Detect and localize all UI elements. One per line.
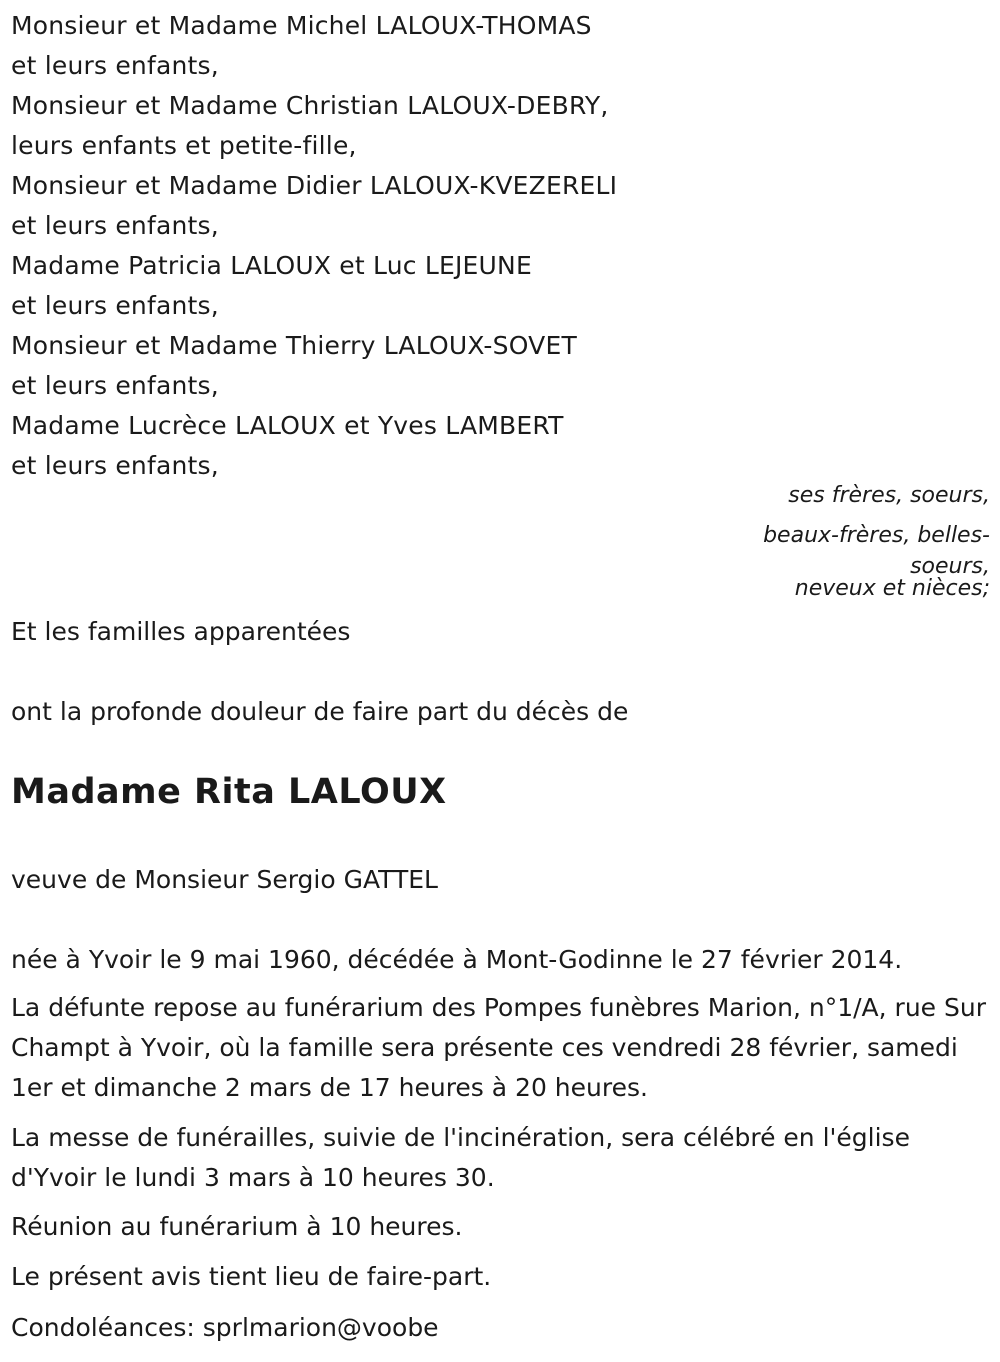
announcement: ont la profonde douleur de faire part du décès de (11, 697, 629, 726)
relation-line: ses frères, soeurs, (788, 483, 990, 508)
relation-line: soeurs, (910, 554, 990, 579)
family-list (11, 6, 617, 486)
rest-place: La défunte repose au funérarium des Pompes funèbres Marion, n°1/A, rue Sur Champt à Yvoir, où la famille sera présente ces vendredi 28 février, samedi 1er et dimanche 2 mars de 17 heures à 20 heures. (11, 993, 986, 1102)
meeting-info: Réunion au funérarium à 10 heures. (11, 1212, 463, 1241)
family-line: Monsieur et Madame Michel LALOUX-THOMAS (11, 11, 592, 40)
birth-death: née à Yvoir le 9 mai 1960, décédée à Mont-Godinne le 27 février 2014. (11, 945, 903, 974)
relations-list (730, 476, 990, 600)
family-line: Monsieur et Madame Didier LALOUX-KVEZERELI (11, 171, 618, 200)
funeral-mass: La messe de funérailles, suivie de l'incinération, sera célébré en l'église d'Yvoir le lundi 3 mars à 10 heures 30. (11, 1123, 910, 1192)
deceased-name: Madame Rita LALOUX (11, 772, 447, 812)
relation-line: neveux et nièces; (794, 576, 990, 601)
relation-line: beaux-frères, belles- (763, 523, 990, 548)
family-line: et leurs enfants, (11, 451, 219, 480)
families-line: Et les familles apparentées (11, 617, 351, 646)
widow-of: veuve de Monsieur Sergio GATTEL (11, 865, 438, 894)
family-line: et leurs enfants, (11, 211, 219, 240)
condolences: Condoléances: sprlmarion@voobe (11, 1313, 439, 1342)
family-line: et leurs enfants, (11, 291, 219, 320)
family-line: et leurs enfants, (11, 371, 219, 400)
family-line: Monsieur et Madame Thierry LALOUX-SOVET (11, 331, 577, 360)
family-line: et leurs enfants, (11, 51, 219, 80)
family-line: Monsieur et Madame Christian LALOUX-DEBRY, (11, 91, 609, 120)
notice-line: Le présent avis tient lieu de faire-part. (11, 1262, 492, 1291)
family-line: Madame Patricia LALOUX et Luc LEJEUNE (11, 251, 532, 280)
family-line: leurs enfants et petite-fille, (11, 131, 357, 160)
family-line: Madame Lucrèce LALOUX et Yves LAMBERT (11, 411, 564, 440)
